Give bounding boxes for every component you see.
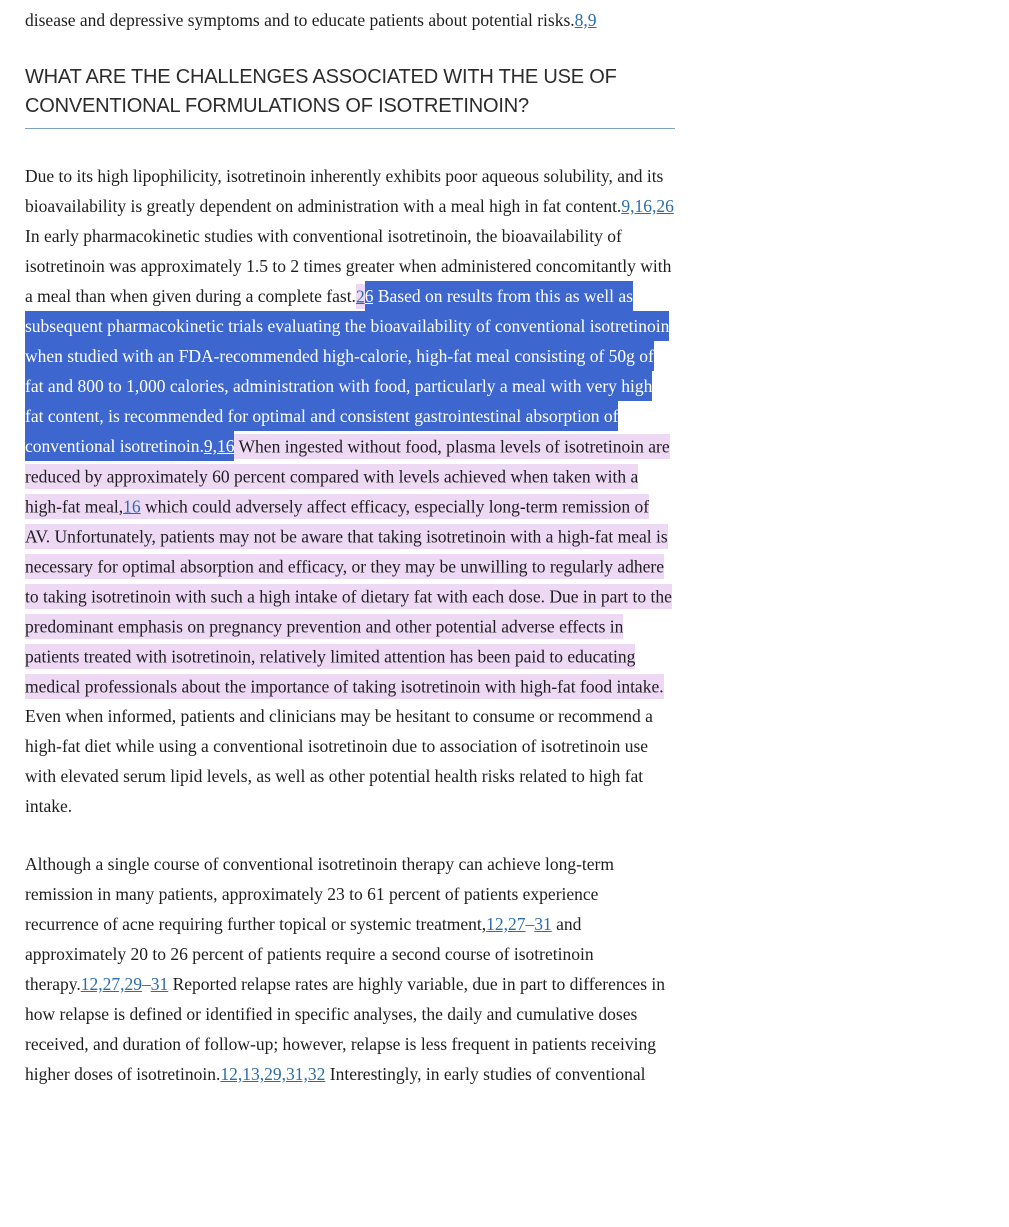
citation-link[interactable]: 9,16,26	[621, 196, 674, 216]
intro-paragraph	[25, 5, 675, 35]
citation-link[interactable]: 12,27	[486, 914, 526, 934]
citation-link[interactable]: 12,13,29,31,32	[220, 1064, 326, 1084]
citation-link-selected[interactable]: 6	[365, 281, 374, 311]
text-run: disease and depressive symptoms and to educate patients about potential risks.	[25, 10, 575, 30]
paragraph-relapse-rates	[25, 849, 675, 1089]
text-run: Even when informed, patients and clinicians may be hesitant to consume or recommend a high-fat diet while using a conventional isotretinoin due to association of isotretinoin use with elevated serum lipid levels, as well as other potential health risks related to high fat intake.	[25, 706, 653, 816]
text-run: Although a single course of conventional isotretinoin therapy can achieve long-term remission in many patients, approximately 23 to 61 percent of patients experience recurrence of acne requiring further topical or systemic treatment,	[25, 854, 614, 934]
citation-link[interactable]: 12,27,29	[80, 974, 142, 994]
selected-text: Based on results from this as well as subsequent pharmacokinetic trials evaluating the bioavailability of conventional isotretinoin when studied with an FDA-recommended high-calorie, high-fat meal consisting of 50g of fat and 800 to 1,000 calories, administration with food, particularly a meal with very high fat content, is recommended for optimal and consistent gastrointestinal absorption of conventional isotretinoin.	[25, 281, 669, 461]
citation-link[interactable]: 8,9	[574, 10, 597, 30]
citation-link-highlighted[interactable]: 2	[356, 284, 365, 309]
highlighted-text: When ingested without food, plasma levels of isotretinoin are reduced by approximately 60 percent compared with levels achieved when taken with a high-fat meal,	[25, 434, 670, 519]
citation-range-dash[interactable]: –	[525, 914, 535, 934]
highlighted-text: which could adversely affect efficacy, especially long-term remission of AV. Unfortunately, patients may not be aware that taking isotretinoin with a high-fat meal is necessary for optimal absorption and efficacy, or they may be unwilling to regularly adhere to taking isotretinoin with such a high intake of dietary fat with each dose. Due in part to the predominant emphasis on pregnancy prevention and other potential adverse effects in patients treated with isotretinoin, relatively limited attention has been paid to educating medical professionals about the importance of taking isotretinoin with high-fat food intake.	[25, 494, 672, 699]
citation-link-highlighted[interactable]: 16	[123, 494, 141, 519]
text-run: Due to its high lipophilicity, isotretinoin inherently exhibits poor aqueous solubility, and its bioavailability is greatly dependent on administration with a meal high in fat content.	[25, 166, 664, 216]
text-run: Reported relapse rates are highly variable, due in part to differences in how relapse is defined or identified in specific analyses, the daily and cumulative doses received, and duration of follow-up; however, relapse is less frequent in patients receiving higher doses of isotretinoin.	[25, 974, 665, 1084]
citation-link[interactable]: 31	[150, 974, 169, 994]
paragraph-food-effect	[25, 161, 675, 821]
citation-link-selected[interactable]: 9,16	[204, 431, 235, 461]
text-run: and approximately 20 to 26 percent of patients require a second course of isotretinoin therapy.	[25, 914, 594, 994]
text-run: Interestingly, in early studies of conventional	[325, 1064, 646, 1084]
citation-range-dash[interactable]: –	[141, 974, 151, 994]
article-content	[25, 5, 675, 1089]
section-heading: WHAT ARE THE CHALLENGES ASSOCIATED WITH THE USE OF CONVENTIONAL FORMULATIONS OF ISOTRETINOIN?	[25, 63, 675, 129]
text-run: In early pharmacokinetic studies with conventional isotretinoin, the bioavailability of isotretinoin was approximately 1.5 to 2 times greater when administered concomitantly with a meal than when given during a complete fast.	[25, 226, 672, 306]
citation-link[interactable]: 31	[534, 914, 552, 934]
